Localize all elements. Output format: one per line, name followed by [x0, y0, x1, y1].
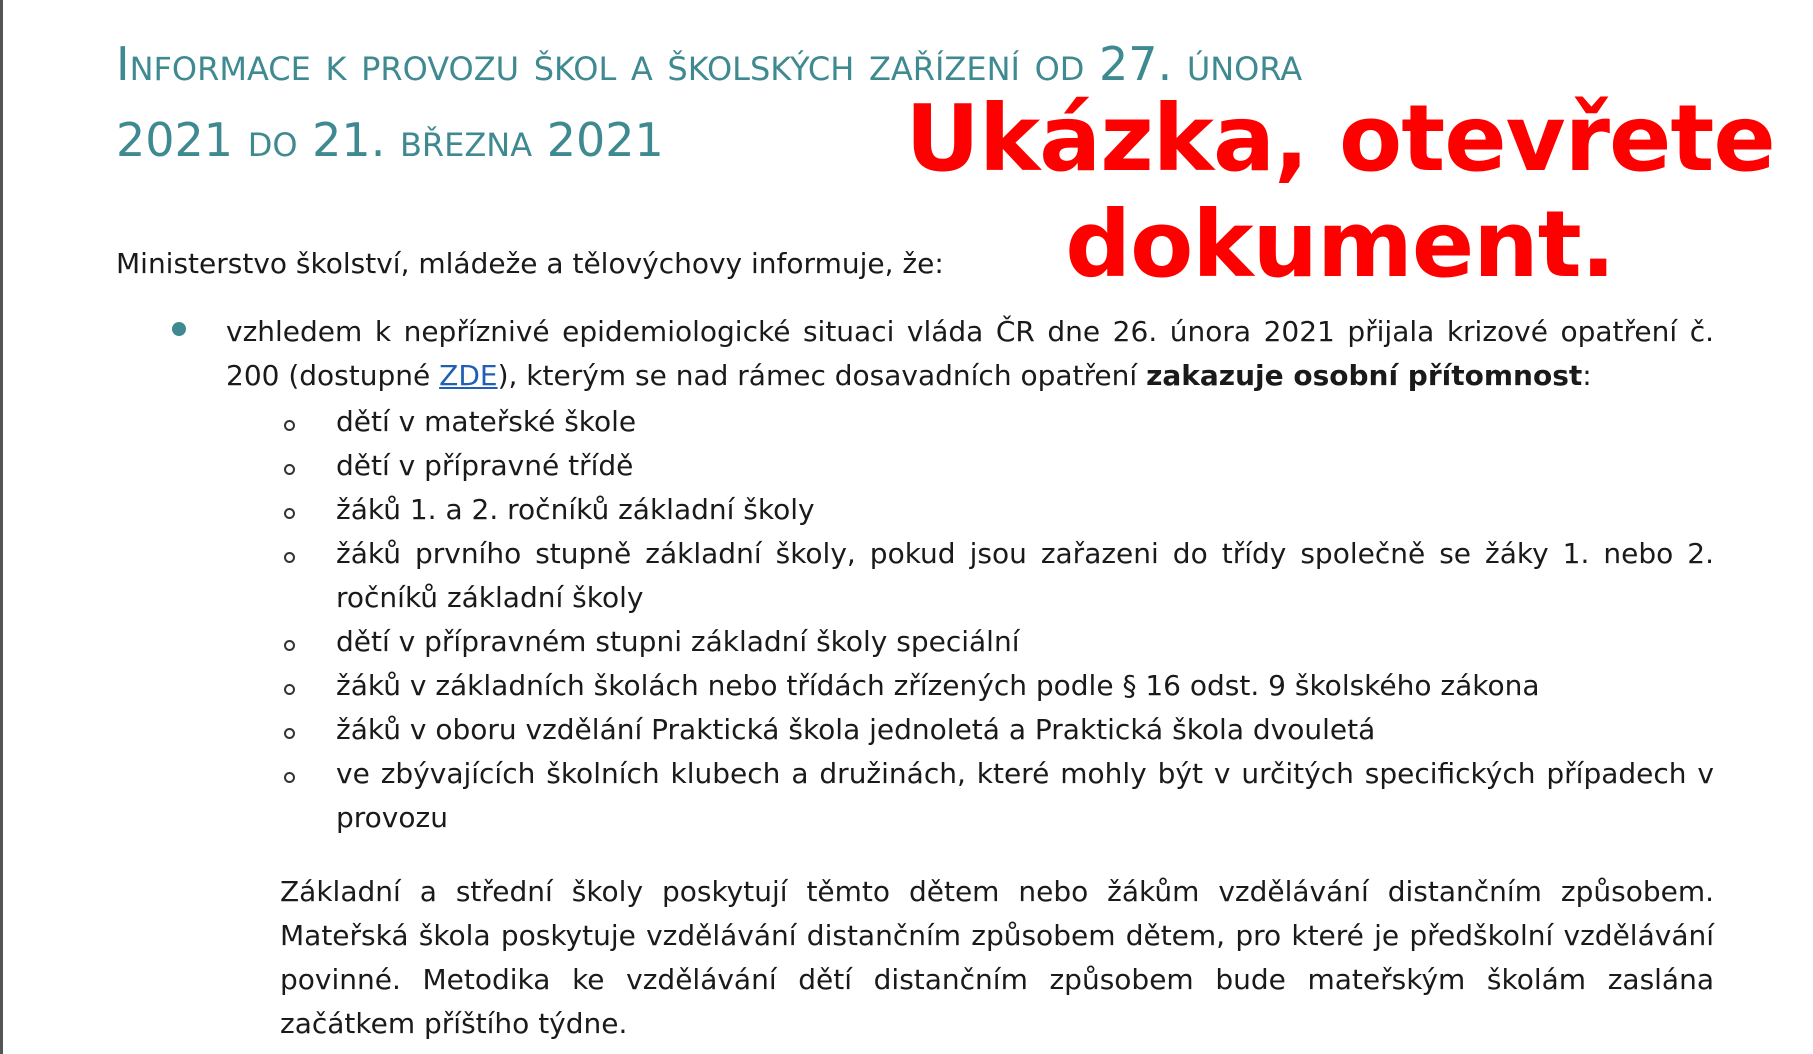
title-year-from: 2021: [116, 113, 234, 167]
circle-bullet-icon: [284, 728, 295, 739]
bullet-text-start: vzhledem k nepříznivé epidemiologické situaci vláda ČR dne 26. února 2021 přijala krizové opatření č. 200 (dostupné: [226, 315, 1714, 392]
list-item-text: žáků prvního stupně základní školy, pokud jsou zařazeni do třídy společně se žáky 1. nebo 2. ročníků základní školy: [336, 537, 1714, 614]
title-first-letter: I: [116, 37, 130, 91]
circle-bullet-icon: [284, 508, 295, 519]
title-line1-text: nformace k provozu škol a školských zařízení od: [129, 37, 1085, 91]
title-do: do: [247, 113, 298, 167]
bullet-bold-text: zakazuje osobní přítomnost: [1146, 359, 1583, 392]
bullet-dot-icon: [172, 322, 186, 336]
watermark-line2: dokument.: [1065, 191, 1615, 298]
title-month-to: března: [399, 113, 533, 167]
list-item: [280, 752, 1714, 840]
title-date-from: 27.: [1099, 37, 1173, 91]
title-month-from: února: [1186, 37, 1303, 91]
list-item-text: žáků 1. a 2. ročníků základní školy: [336, 493, 815, 526]
list-item: [280, 664, 1714, 708]
circle-bullet-icon: [284, 772, 295, 783]
list-item: [280, 532, 1714, 620]
bullet-text-middle: ), kterým se nad rámec dosavadních opatření: [497, 359, 1147, 392]
list-item-text: žáků v základních školách nebo třídách zřízených podle § 16 odst. 9 školského zákona: [336, 669, 1540, 702]
restriction-list: [280, 400, 1714, 840]
list-item-text: dětí v přípravném stupni základní školy speciální: [336, 625, 1020, 658]
title-year-to: 2021: [546, 113, 664, 167]
page-left-edge: [0, 0, 3, 1054]
circle-bullet-icon: [284, 420, 295, 431]
main-bullet: [226, 310, 1714, 398]
intro-text: Ministerstvo školství, mládeže a tělovýchovy informuje, že:: [116, 247, 944, 280]
list-item: [280, 620, 1714, 664]
circle-bullet-icon: [284, 464, 295, 475]
title-date-to: 21.: [312, 113, 386, 167]
list-item-text: ve zbývajících školních klubech a družinách, které mohly být v určitých specifických případech v provozu: [336, 757, 1714, 834]
list-item-text: dětí v přípravné třídě: [336, 449, 634, 482]
circle-bullet-icon: [284, 684, 295, 695]
circle-bullet-icon: [284, 640, 295, 651]
list-item: [280, 488, 1714, 532]
list-item: [280, 708, 1714, 752]
list-item-text: dětí v mateřské škole: [336, 405, 637, 438]
watermark-line1: Ukázka, otevřete: [905, 85, 1775, 192]
list-item-text: žáků v oboru vzdělání Praktická škola jednoletá a Praktická škola dvouletá: [336, 713, 1376, 746]
circle-bullet-icon: [284, 552, 295, 563]
preview-watermark: [900, 86, 1780, 298]
bullet-text-end: :: [1582, 359, 1592, 392]
list-item: [280, 444, 1714, 488]
list-item: [280, 400, 1714, 444]
distance-learning-paragraph: Základní a střední školy poskytují těmto dětem nebo žákům vzdělávání distančním způsobem. Mateřská škola poskytuje vzdělávání distančním způsobem dětem, pro které je předškolní vzdělávání povinné. Metodika ke vzdělávání dětí distančním způsobem bude mateřským školám zaslána začátkem příštího týdne.: [280, 875, 1714, 1040]
zde-link[interactable]: ZDE: [439, 359, 498, 392]
